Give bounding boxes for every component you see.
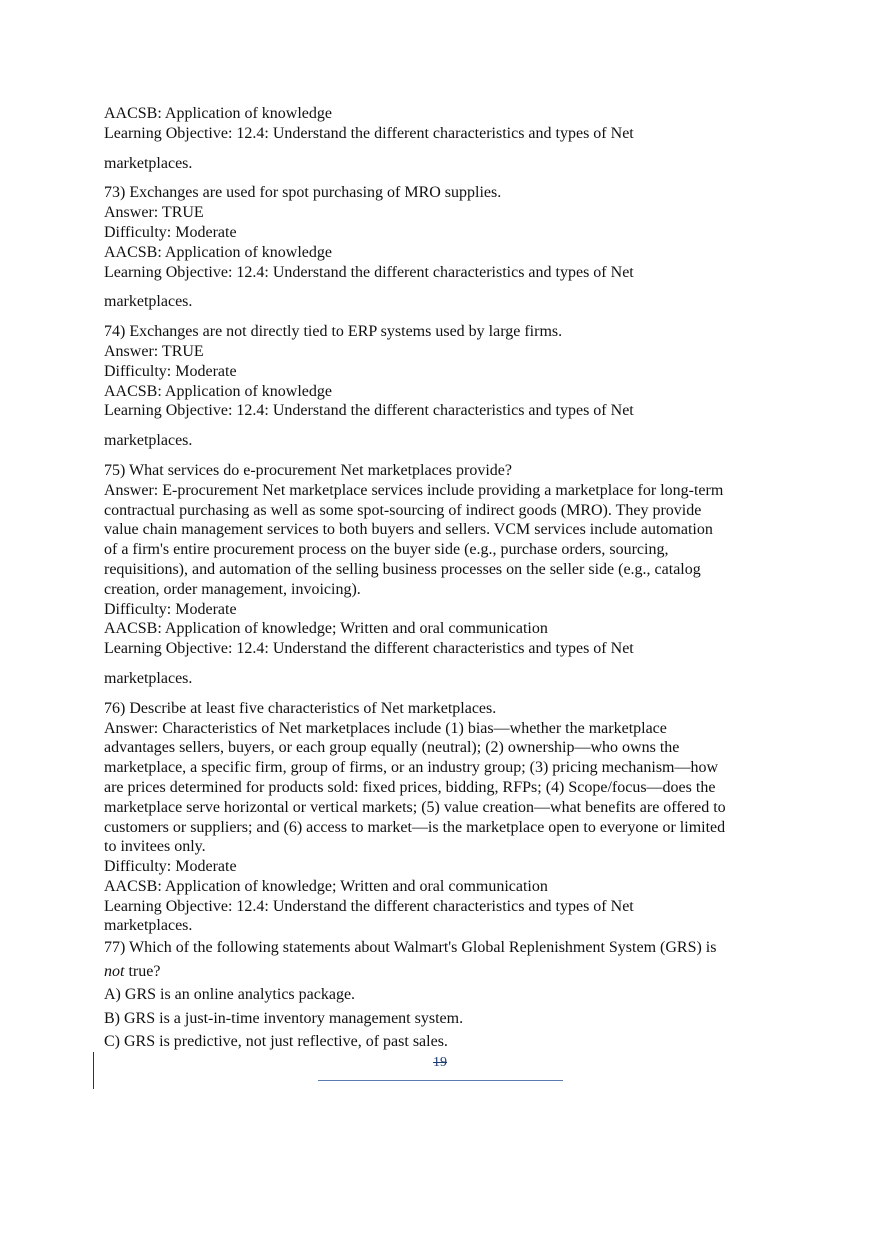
answer-76-line: customers or suppliers; and (6) access to market—is the marketplace open to everyone or limited	[104, 818, 726, 836]
aacsb-75: AACSB: Application of knowledge; Written and oral communication	[104, 620, 548, 638]
difficulty-75: Difficulty: Moderate	[104, 600, 237, 618]
question-77-part1: 77) Which of the following statements about Walmart's Global Replenishment System (GRS) is	[104, 939, 717, 957]
difficulty-74: Difficulty: Moderate	[104, 362, 237, 380]
objective-73: Learning Objective: 12.4: Understand the different characteristics and types of Net	[104, 263, 634, 281]
answer-76-line: Answer: Characteristics of Net marketplaces include (1) bias—whether the marketplace	[104, 719, 667, 737]
objective-tail: marketplaces.	[104, 154, 193, 172]
difficulty-73: Difficulty: Moderate	[104, 223, 237, 241]
answer-74: Answer: TRUE	[104, 342, 204, 360]
question-73: 73) Exchanges are used for spot purchasing of MRO supplies.	[104, 184, 502, 202]
objective-line: Learning Objective: 12.4: Understand the different characteristics and types of Net	[104, 124, 634, 142]
aacsb-74: AACSB: Application of knowledge	[104, 382, 332, 400]
document-page	[104, 104, 784, 1054]
question-77-part2: true?	[124, 962, 161, 980]
objective-tail-76: marketplaces.	[104, 917, 193, 935]
answer-76-line: marketplace, a specific firm, group of firms, or an industry group; (3) pricing mechanism—how	[104, 759, 719, 777]
objective-75: Learning Objective: 12.4: Understand the different characteristics and types of Net	[104, 640, 634, 658]
question-77	[104, 936, 784, 983]
option-a: A) GRS is an online analytics package.	[104, 986, 356, 1004]
answer-76-line: marketplace serve horizontal or vertical markets; (5) value creation—what benefits are offered to	[104, 798, 726, 816]
question-75: 75) What services do e-procurement Net marketplaces provide?	[104, 461, 512, 479]
option-b: B) GRS is a just-in-time inventory management system.	[104, 1009, 464, 1027]
footer-rule	[318, 1080, 563, 1081]
aacsb-76: AACSB: Application of knowledge; Written and oral communication	[104, 877, 548, 895]
answer-75-line: Answer: E-procurement Net marketplace services include providing a marketplace for long-term	[104, 481, 724, 499]
question-76: 76) Describe at least five characteristics of Net marketplaces.	[104, 699, 497, 717]
page-number: 19	[433, 1055, 447, 1070]
question-74: 74) Exchanges are not directly tied to ERP systems used by large firms.	[104, 323, 563, 341]
answer-73: Answer: TRUE	[104, 204, 204, 222]
answer-76-line: advantages sellers, buyers, or each group equally (neutral); (2) ownership—who owns the	[104, 739, 680, 757]
objective-tail-75: marketplaces.	[104, 669, 193, 687]
option-c: C) GRS is predictive, not just reflective, of past sales.	[104, 1033, 448, 1051]
aacsb-73: AACSB: Application of knowledge	[104, 243, 332, 261]
difficulty-76: Difficulty: Moderate	[104, 858, 237, 876]
objective-76: Learning Objective: 12.4: Understand the different characteristics and types of Net	[104, 897, 634, 915]
aacsb-line: AACSB: Application of knowledge	[104, 105, 332, 122]
objective-tail-73: marketplaces.	[104, 293, 193, 311]
answer-75-line: creation, order management, invoicing).	[104, 580, 361, 598]
question-77-emphasis: not	[104, 962, 125, 980]
answer-75-line: requisitions), and automation of the selling business processes on the seller side (e.g., catalog	[104, 560, 701, 578]
objective-74: Learning Objective: 12.4: Understand the different characteristics and types of Net	[104, 402, 634, 420]
answer-75-line: of a firm's entire procurement process on the buyer side (e.g., purchase orders, sourcing,	[104, 541, 669, 559]
answer-75-line: value chain management services to both buyers and sellers. VCM services include automation	[104, 521, 713, 539]
answer-76-line: to invitees only.	[104, 838, 206, 856]
answer-76-line: are prices determined for products sold: fixed prices, bidding, RFPs; (4) Scope/focus—does the	[104, 778, 716, 796]
objective-tail-74: marketplaces.	[104, 432, 193, 450]
answer-75-line: contractual purchasing as well as some spot-sourcing of indirect goods (MRO). They provide	[104, 501, 702, 519]
